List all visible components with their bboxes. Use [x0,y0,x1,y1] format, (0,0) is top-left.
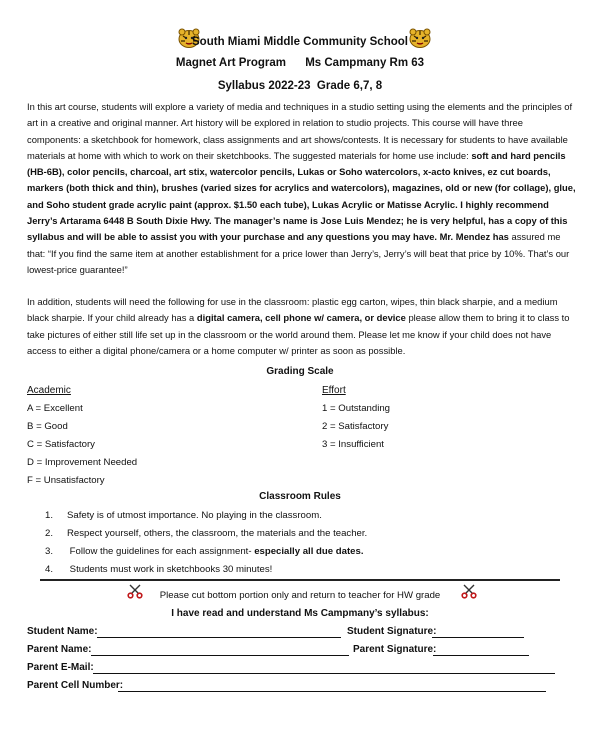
intro-text: In this art course, students will explore a variety of media and techniques in a studio setting using the elements and the principles of art in a creative and original manner. Art history will be explored in relation to studio projects. This course will have three components: a sketchbook for homework, class assignments and art shows/contests. It is necessary for students to have available materials at home with which to work on their sketchbooks. The suggested materials for home use include: [27,101,573,161]
student-name-label: Student Name: [27,626,98,637]
classroom-text: In addition, students will need the following for use in the classroom: plastic egg carton, wipes, thin black sharpie, and a medium black sharpie. If your child already has a [27,296,558,324]
rule-text: Follow the guidelines for each assignment- [67,546,255,557]
school-title: South Miami Middle Community School [192,36,408,48]
rule-number: 2. [45,528,54,539]
effort-grade: 1 = Outstanding [322,403,391,414]
acknowledgement: I have read and understand Ms Campmany’s syllabus: [171,608,429,619]
program-line: Magnet Art Program Ms Campmany Rm 63 [175,57,425,69]
academic-grade: B = Good [27,421,68,432]
cut-line [40,579,560,581]
cut-instruction: Please cut bottom portion only and return to teacher for HW grade [159,590,441,601]
classroom-paragraph [27,294,579,359]
parent-signature-label: Parent Signature: [353,644,437,655]
academic-grade: A = Excellent [27,403,83,414]
intro-paragraph [27,99,579,278]
rule-text: Respect yourself, others, the classroom, the materials and the teacher. [67,528,368,539]
device-list: digital camera, cell phone w/ camera, or device [196,312,406,324]
rule-emphasis: especially all due dates. [254,546,364,557]
effort-grade: 3 = Insufficient [322,439,384,450]
rule-item [45,564,272,575]
academic-grade: D = Improvement Needed [27,457,138,468]
student-name-field[interactable] [97,637,341,638]
academic-grade: F = Unsatisfactory [27,475,105,486]
price-guarantee: assured me that: “If you find the same item at another establishment for a price lower than Jerry’s, Jerry’s will beat that price by 10%. That’s our lowest-price guarantee!” [27,231,570,275]
parent-signature-field[interactable] [433,655,529,656]
rule-item [45,528,367,539]
parent-email-label: Parent E-Mail: [27,662,94,673]
syllabus-line: Syllabus 2022-23 Grade 6,7, 8 [217,80,383,92]
rule-number: 4. [45,564,54,575]
parent-name-field[interactable] [91,655,349,656]
effort-header: Effort [322,385,346,396]
student-signature-label: Student Signature: [347,626,437,637]
classroom-text-end: please allow them to bring it to class to take pictures of either still life set up in the classroom or the world around them. Please let me know if your child does not have access to either a digital phone/camera or a home computer w/ printer as soon as possible. [27,312,570,356]
classroom-rules-title: Classroom Rules [259,491,341,502]
rule-item [45,510,322,521]
parent-email-field[interactable] [93,673,555,674]
rule-number: 3. [45,546,54,557]
academic-header: Academic [27,385,71,396]
rule-item [45,546,364,557]
effort-grade: 2 = Satisfactory [322,421,389,432]
academic-grade: C = Satisfactory [27,439,95,450]
rule-text: Students must work in sketchbooks 30 minutes! [67,564,273,575]
student-signature-field[interactable] [432,637,524,638]
parent-cell-label: Parent Cell Number: [27,680,124,691]
materials-list: soft and hard pencils (HB-6B), color pencils, charcoal, art stix, watercolor pencils, Lukas or Soho watercolors, x-acto knives, ez cut boards, markers (both thick and thin), brushes (varied sizes for acrylics and watercolors), magazines, old or new (for collage), glue, and Soho student grade acrylic paint (approx. $1.50 each tube), Lukas Acrylic or Matisse Acrylic. I highly recommend Jerry’s Artarama 6448 B South Dixie Hwy. The manager’s name is Jose Luis Mendez; he is very helpful, has a copy of this syllabus and will be able to assist you with your purchase and any questions you may have. Mr. Mendez has [27,149,576,243]
parent-cell-field[interactable] [118,691,546,692]
grading-scale-title: Grading Scale [266,366,334,377]
parent-name-label: Parent Name: [27,644,92,655]
rule-text: Safety is of utmost importance. No playing in the classroom. [67,510,322,521]
rule-number: 1. [45,510,54,521]
